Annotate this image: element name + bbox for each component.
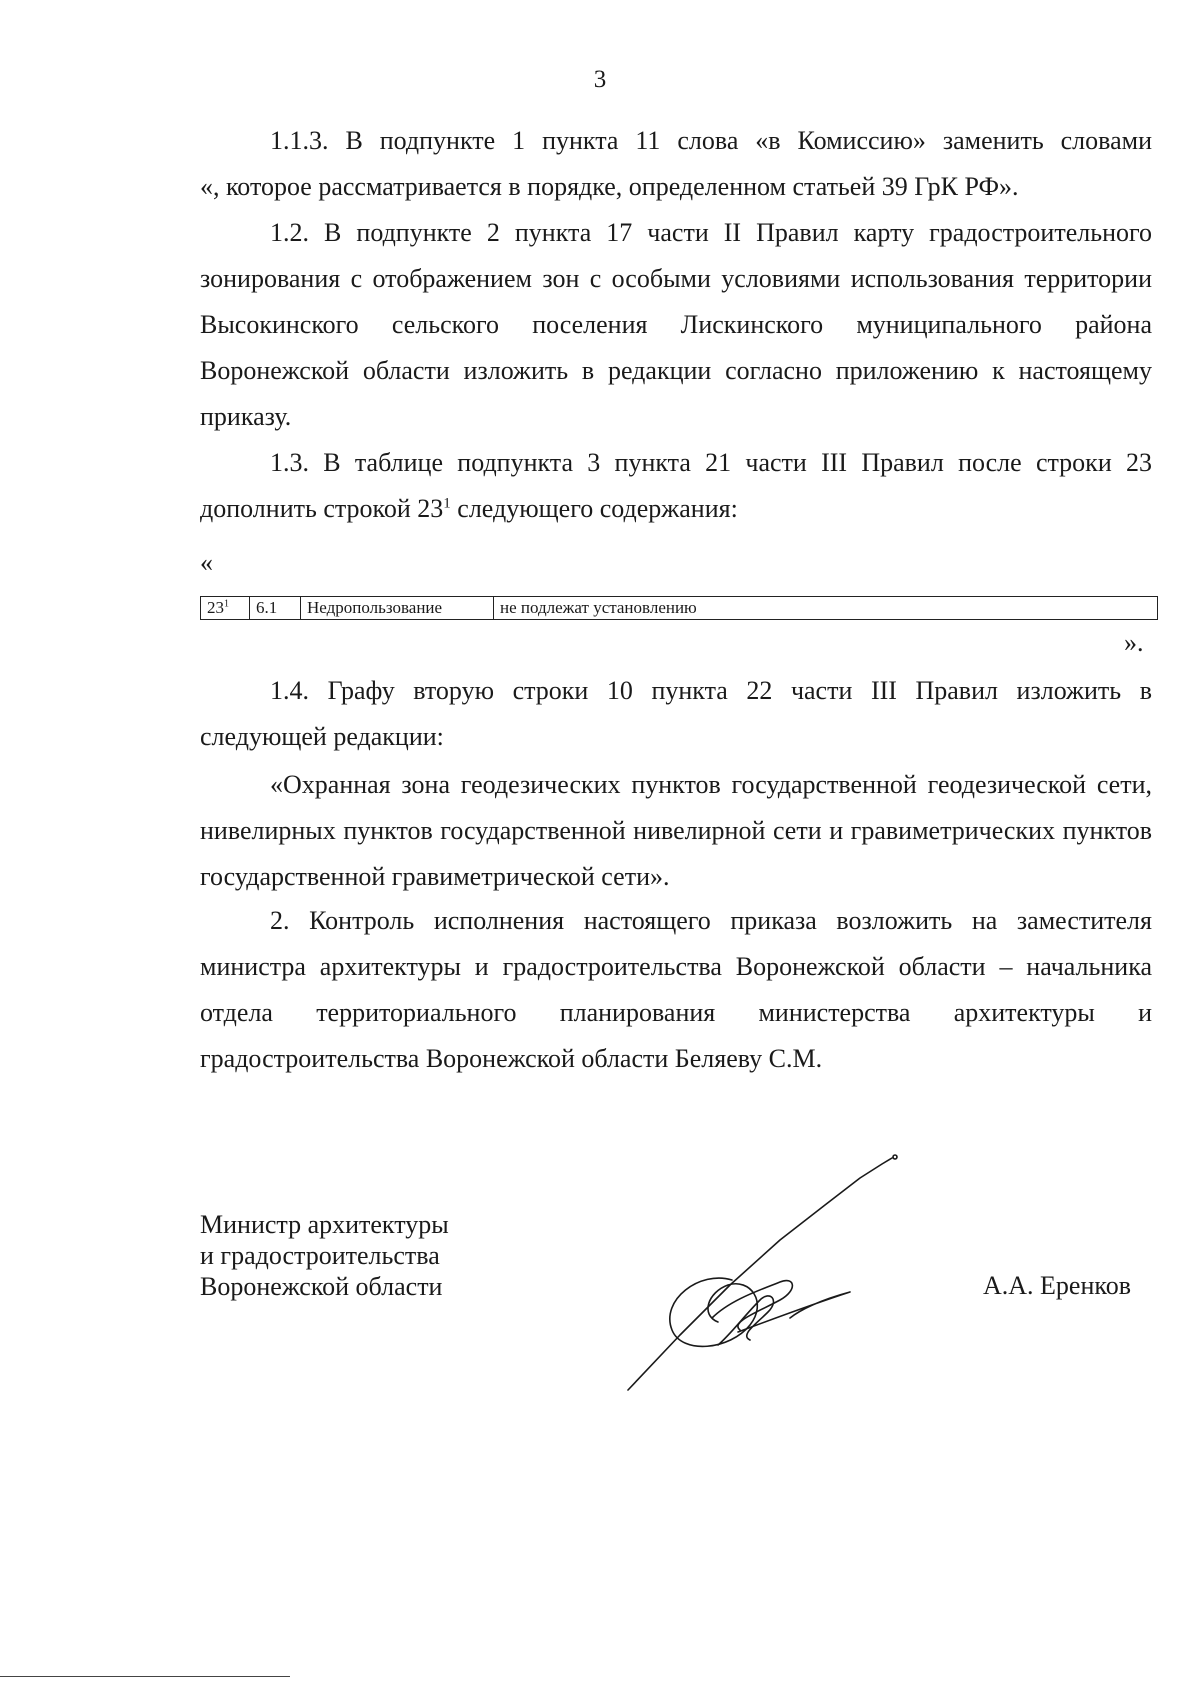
signer-title bbox=[200, 1209, 449, 1302]
paragraph-1-3-superscript: 1 bbox=[443, 495, 451, 512]
paragraph-1-3-line2 bbox=[200, 486, 1152, 532]
paragraph-2: 2. Контроль исполнения настоящего приказа возложить на заместителя министра архитектуры и градостроительства Воронежской области – начальника отдела территориального планирования министерства архитектуры и градостроительства Воронежской области Беляеву С.М. bbox=[200, 906, 1152, 1073]
page-number: 3 bbox=[593, 66, 607, 93]
table-row bbox=[201, 597, 1158, 620]
row-number-cell bbox=[201, 597, 250, 620]
paragraph-1-3 bbox=[200, 440, 1152, 532]
paragraph-1-4-quote: «Охранная зона геодезических пунктов государственной геодезической сети, нивелирных пунктов государственной нивелирной сети и гравиметрических пунктов государственной гравиметрической сети». bbox=[200, 770, 1152, 891]
closing-quote: ». bbox=[1124, 628, 1144, 657]
paragraph-1-3-text-before: дополнить строкой 23 bbox=[200, 494, 444, 523]
signer-name: А.А. Еренков bbox=[983, 1271, 1131, 1300]
signer-title-line1: Министр архитектуры bbox=[200, 1210, 449, 1239]
paragraph-1-2: 1.2. В подпункте 2 пункта 17 части II Правил карту градостроительного зонирования с отображением зон с особыми условиями использования территории Высокинского сельского поселения Лискинского муниципального района Воронежской области изложить в редакции согласно приложению к настоящему приказу. bbox=[200, 218, 1152, 431]
code-cell: 6.1 bbox=[250, 597, 301, 620]
signer-title-line3: Воронежской области bbox=[200, 1272, 443, 1301]
value-cell: не подлежат установлению bbox=[494, 597, 1158, 620]
handwritten-signature bbox=[620, 1150, 950, 1400]
opening-quote: « bbox=[200, 548, 213, 577]
paragraph-1-1-3-line1: 1.1.3. В подпункте 1 пункта 11 слова «в Комиссию» заменить словами bbox=[270, 126, 1152, 155]
row-number: 23 bbox=[207, 598, 224, 617]
footer-rule bbox=[0, 1676, 290, 1677]
row-number-superscript: 1 bbox=[224, 598, 229, 610]
paragraph-1-3-text-after: следующего содержания: bbox=[450, 494, 738, 523]
paragraph-1-1-3 bbox=[200, 118, 1152, 210]
inserted-row-table bbox=[200, 596, 1158, 620]
paragraph-1-1-3-line2: «, которое рассматривается в порядке, определенном статьей 39 ГрК РФ». bbox=[200, 172, 1019, 201]
paragraph-1-4: 1.4. Графу вторую строки 10 пункта 22 части III Правил изложить в следующей редакции: bbox=[200, 676, 1152, 751]
paragraph-1-3-line1: 1.3. В таблице подпункта 3 пункта 21 части III Правил после строки 23 bbox=[270, 448, 1152, 477]
land-use-name-cell: Недропользование bbox=[301, 597, 494, 620]
signer-title-line2: и градостроительства bbox=[200, 1241, 440, 1270]
